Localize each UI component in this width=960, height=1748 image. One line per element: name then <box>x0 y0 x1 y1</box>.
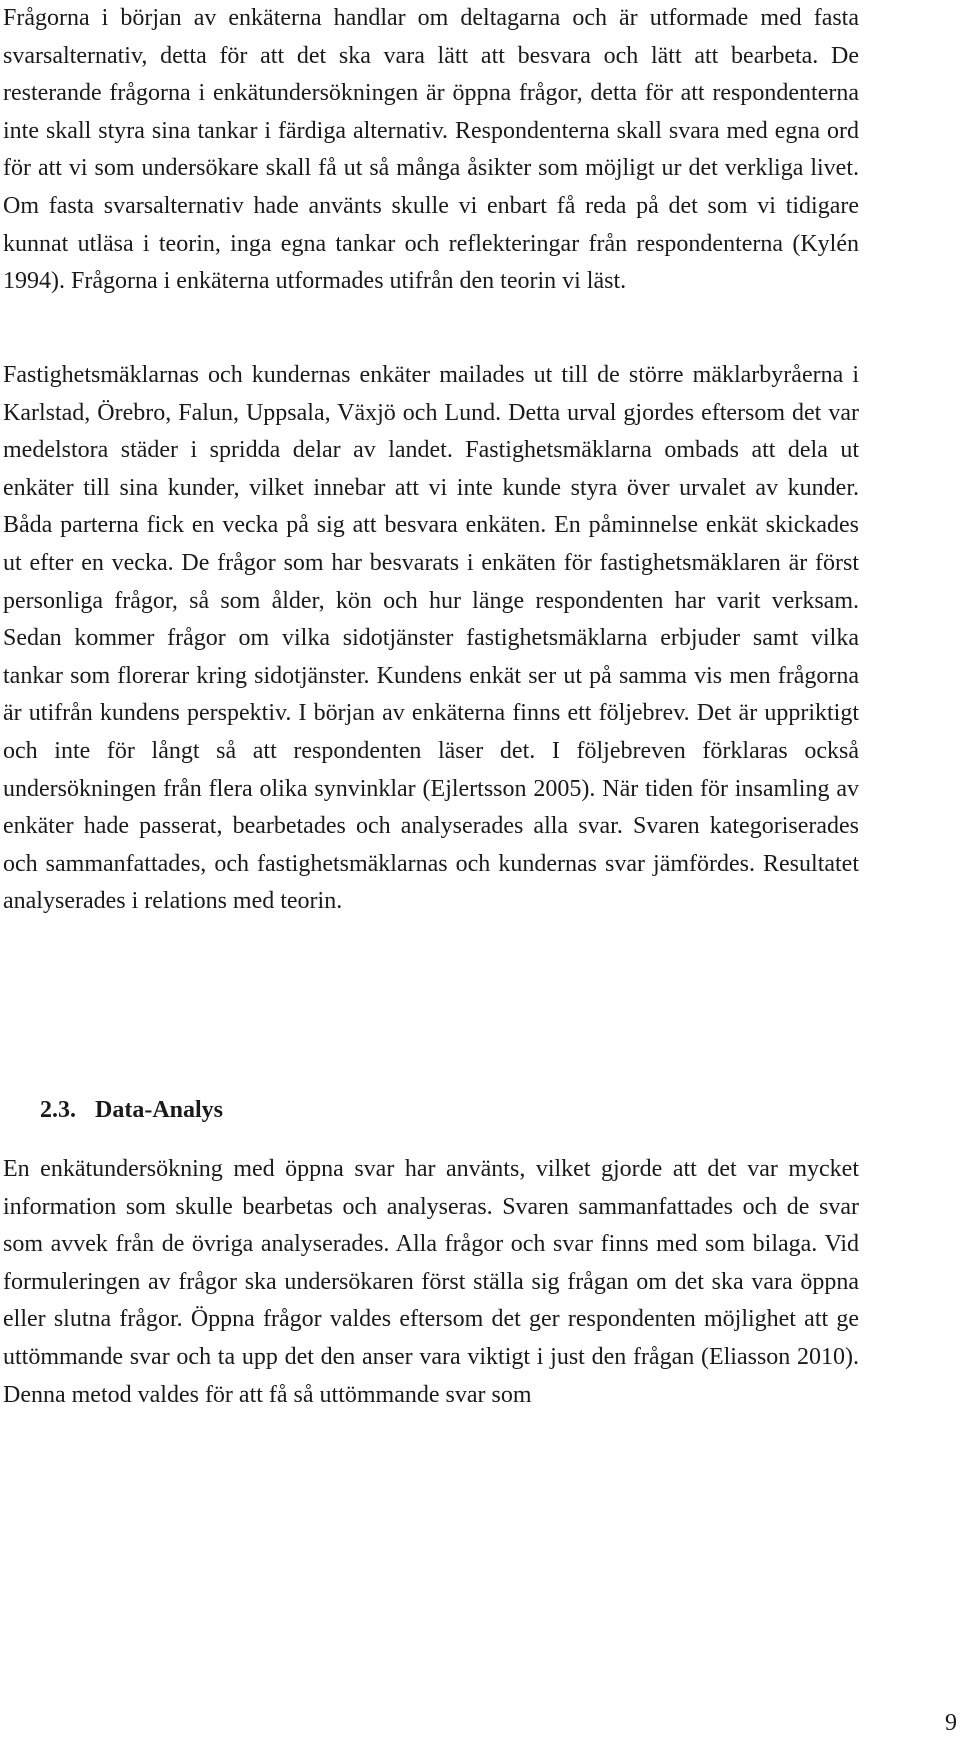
body-paragraph-distribution: Fastighetsmäklarnas och kundernas enkäter mailades ut till de större mäklarbyråerna i Karlstad, Örebro, Falun, Uppsala, Växjö och Lund. Detta urval gjordes eftersom det var medelstora städer i spridda delar av landet. Fastighetsmäklarna ombads att dela ut enkäter till sina kunder, vilket innebar att vi inte kunde styra över urvalet av kunder. Båda parterna fick en vecka på sig att besvara enkäten. En påminnelse enkät skickades ut efter en vecka. De frågor som har besvarats i enkäten för fastighetsmäklaren är först personliga frågor, så som ålder, kön och hur länge respondenten har varit verksam. Sedan kommer frågor om vilka sidotjänster fastighetsmäklarna erbjuder samt vilka tankar som florerar kring sidotjänster. Kundens enkät ser ut på samma vis men frågorna är utifrån kundens perspektiv. I början av enkäterna finns ett följebrev. Det är uppriktigt och inte för långt så att respondenten läser det. I följebreven förklaras också undersökningen från flera olika synvinklar (Ejlertsson 2005). När tiden för insamling av enkäter hade passerat, bearbetades och analyserades alla svar. Svaren kategoriserades och sammanfattades, och fastighetsmäklarnas och kundernas svar jämfördes. Resultatet analyserades i relations med teorin. <box>3 362 859 915</box>
section-title: Data-Analys <box>95 1097 224 1123</box>
page-number: 9 <box>945 1710 957 1736</box>
body-paragraph-questionnaire-design: Frågorna i början av enkäterna handlar om deltagarna och är utformade med fasta svarsalternativ, detta för att det ska vara lätt att besvara och lätt att bearbeta. De resterande frågorna i enkätundersökningen är öppna frågor, detta för att respondenterna inte skall styra sina tankar i färdiga alternativ. Respondenterna skall svara med egna ord för att vi som undersökare skall få ut så många åsikter som möjligt ur det verkliga livet. Om fasta svarsalternativ hade använts skulle vi enbart få reda på det som vi tidigare kunnat utläsa i teorin, inga egna tankar och reflekteringar från respondenterna (Kylén 1994). Frågorna i enkäterna utformades utifrån den teorin vi läst. <box>3 5 859 295</box>
section-heading <box>40 1094 223 1126</box>
body-paragraph-data-analysis: En enkätundersökning med öppna svar har använts, vilket gjorde att det var mycket information som skulle bearbetas och analyseras. Svaren sammanfattades och de svar som avvek från de övriga analyserades. Alla frågor och svar finns med som bilaga. Vid formuleringen av frågor ska undersökaren först ställa sig frågan om det ska vara öppna eller slutna frågor. Öppna frågor valdes eftersom det ger respondenten möjlighet att ge uttömmande svar och ta upp det den anser vara viktigt i just den frågan (Eliasson 2010). Denna metod valdes för att få så uttömmande svar som <box>3 1156 859 1408</box>
section-number: 2.3. <box>40 1097 76 1123</box>
